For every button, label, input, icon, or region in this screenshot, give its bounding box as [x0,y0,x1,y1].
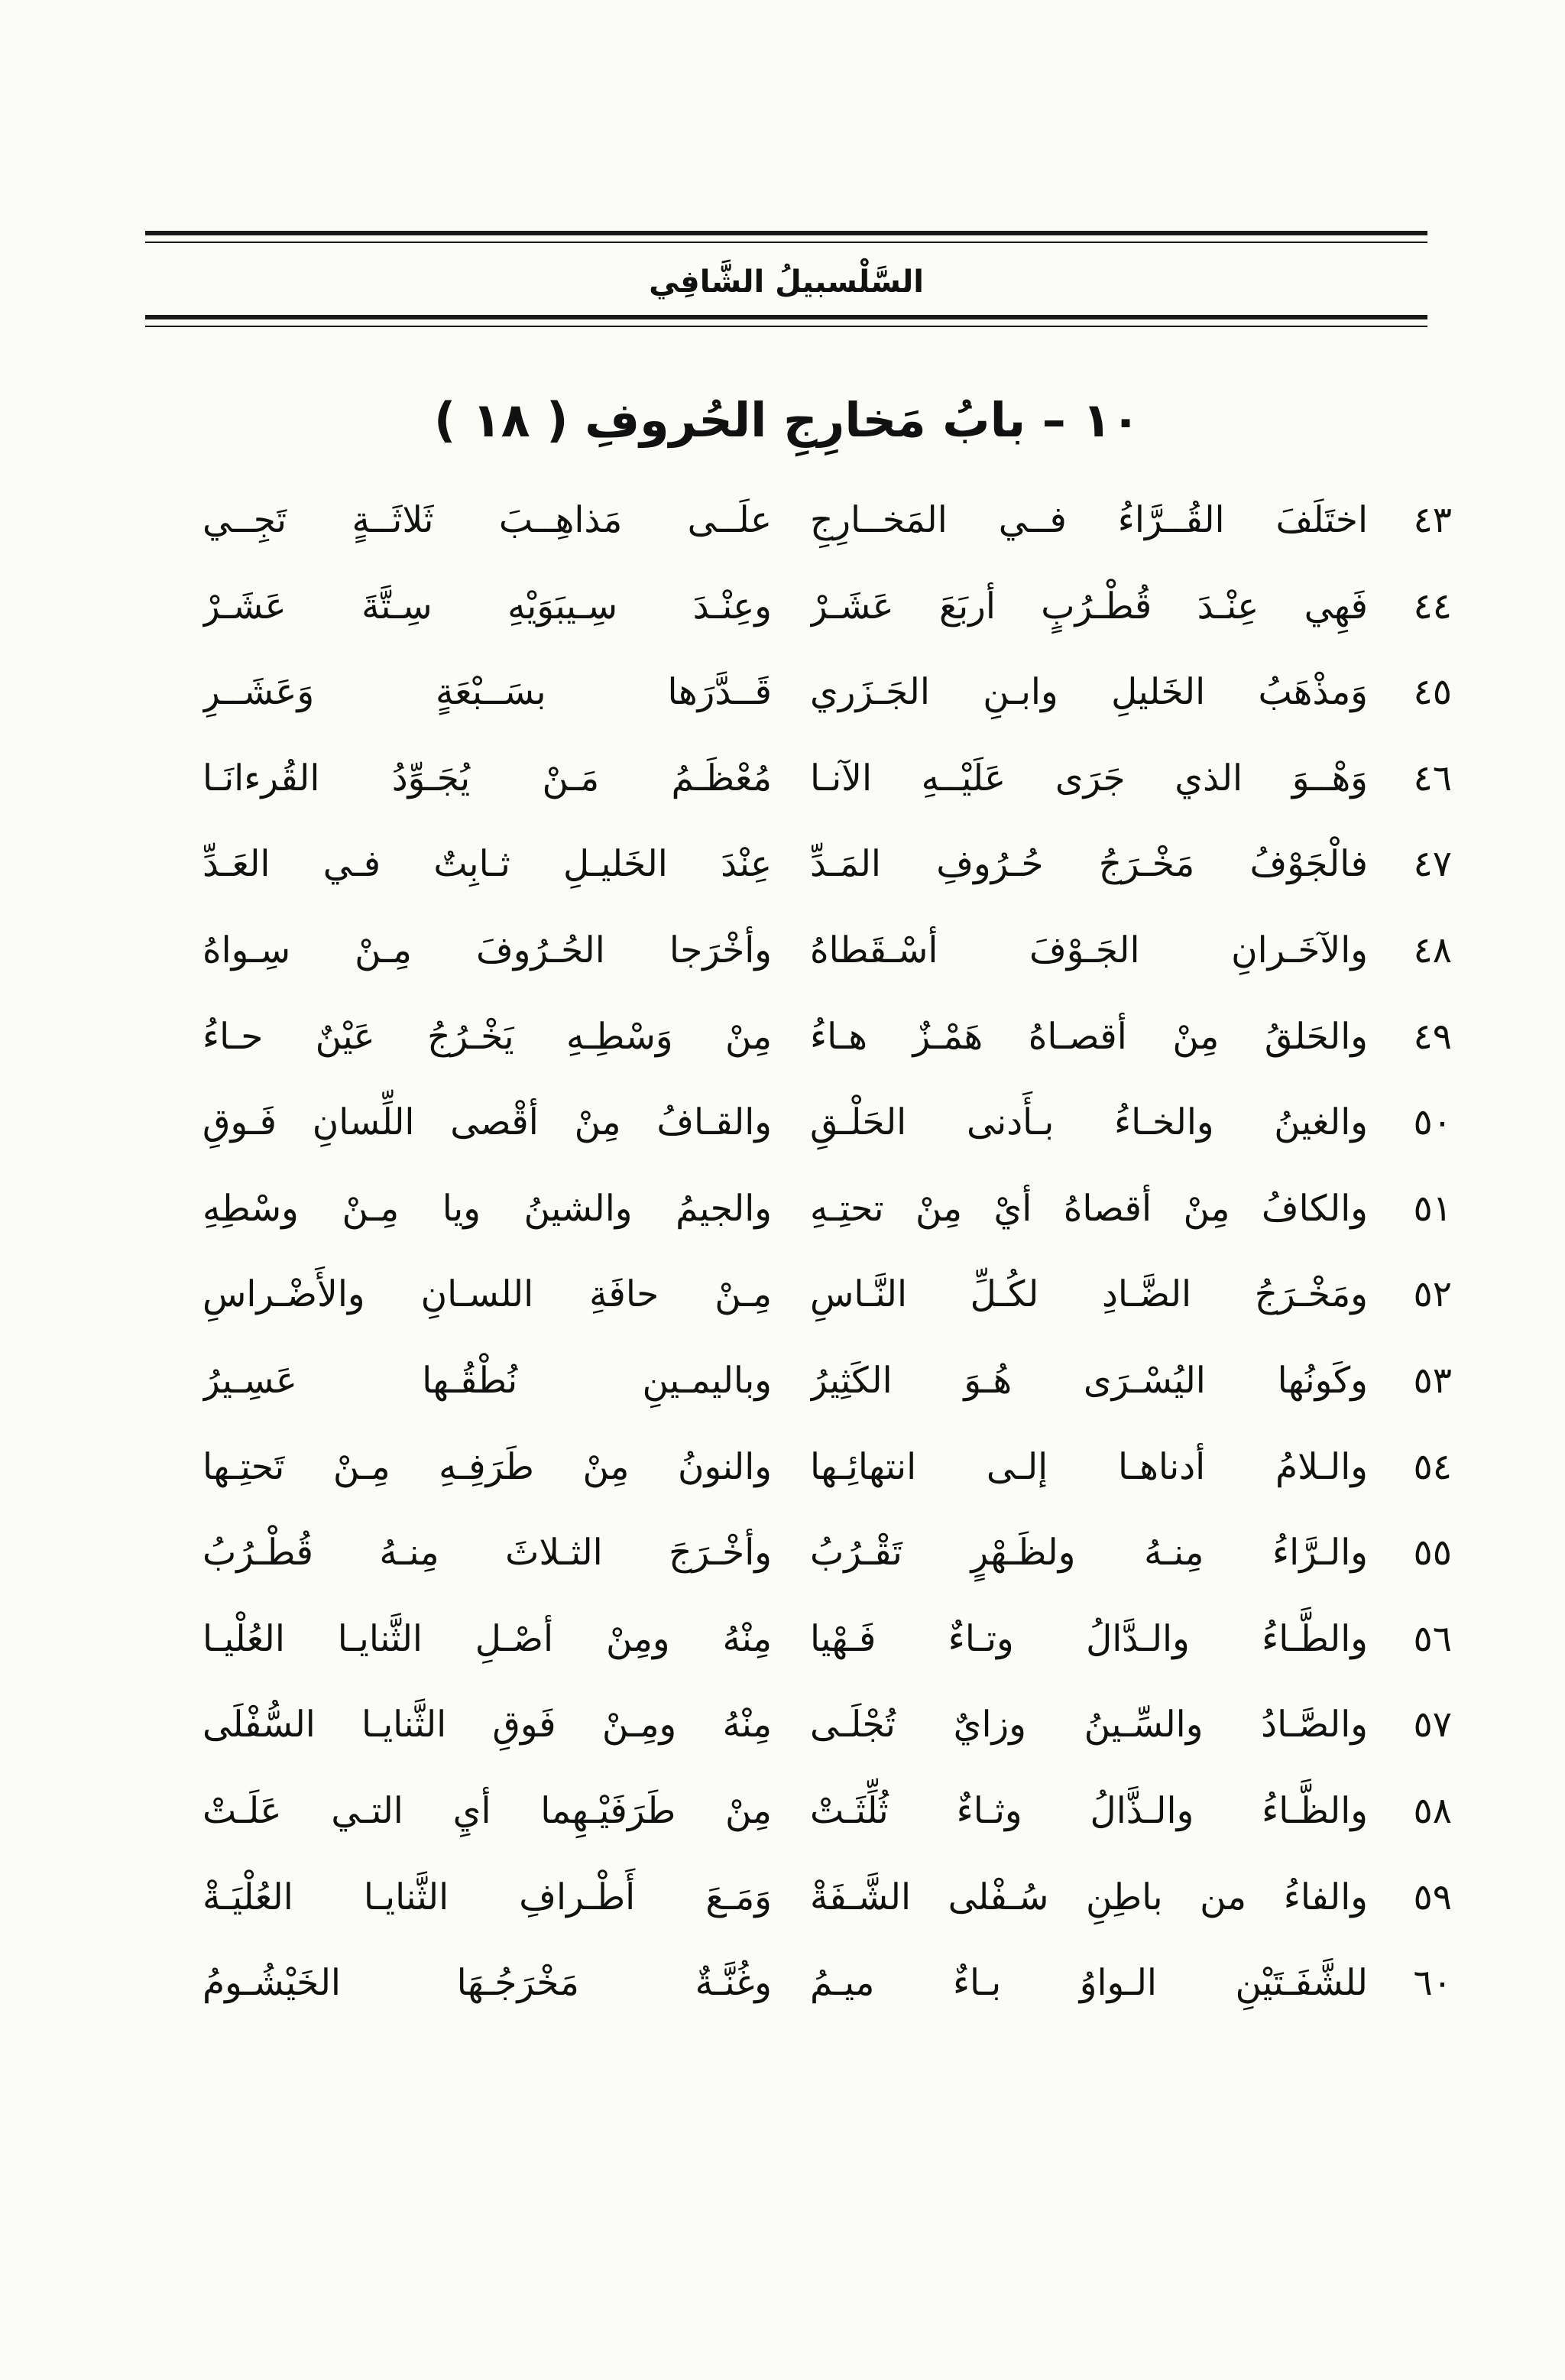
verse-row [138,564,1452,650]
verse-second-hemistich: وغُنَّـةٌ مَخْرَجُـهَا الخَيْشُـومُ [203,1962,772,2005]
verse-second-hemistich: وأخْـرَجَ الثـلاثَ مِنـهُ قُطْـرُبُ [203,1532,772,1574]
verse-number: ٥٢ [1413,1273,1452,1316]
verse-row [138,1252,1452,1338]
verse-row [138,1682,1452,1769]
verse-row [138,1338,1452,1425]
verse-number: ٥٩ [1413,1876,1452,1918]
verse-first-hemistich: والغينُ والخـاءُ بـأَدنى الحَلْـقِ [810,1101,1368,1144]
verse-row [138,1080,1452,1166]
verse-first-hemistich: وَهْــوَ الذي جَرَى عَلَيْــهِ الآنـا [810,757,1368,799]
verse-row [138,1510,1452,1597]
verse-second-hemistich: عِنْدَ الخَليـلِ ثـابِتٌ فـي العَـدِّ [203,843,772,886]
header-rule-top-thin [145,242,1427,243]
verse-second-hemistich: مِنْهُ ومِنْ أصْـلِ الثَّنايـا العُلْيـا [203,1617,772,1660]
verse-first-hemistich: وَمذْهَبُ الخَليلِ وابـنِ الجَـزَري [810,671,1368,714]
verse-row [138,650,1452,736]
verse-second-hemistich: مُعْظَـمُ مَـنْ يُجَـوِّدُ القُرءانَـا [203,757,772,799]
verse-first-hemistich: والفاءُ من باطِنِ سُـفْلى الشَّـفَةْ [810,1876,1368,1918]
verse-second-hemistich: مِنْ وَسْطِـهِ يَخْـرُجُ عَيْنٌ حـاءُ [203,1015,772,1058]
verse-second-hemistich: مِـنْ حافَةِ اللسـانِ والأَضْـراسِ [203,1273,772,1316]
verse-number: ٤٨ [1413,929,1452,971]
chapter-title: ١٠ – بابُ مَخارِجِ الحُروفِ ( ١٨ ) [433,392,1141,448]
verse-row [138,1166,1452,1253]
verse-second-hemistich: والنونُ مِنْ طَرَفِـهِ مِـنْ تَحتِـها [203,1445,772,1488]
verse-first-hemistich: والـرَّاءُ مِنـهُ ولظَـهْرٍ تَقْـرُبُ [810,1532,1368,1574]
verse-row [138,994,1452,1081]
verse-list [138,478,1452,2027]
verse-second-hemistich: مِنْهُ ومِـنْ فَوقِ الثَّنايـا السُّفْلَى [203,1704,772,1746]
header-rule-top-thick [145,231,1427,235]
verse-second-hemistich: وَمَـعَ أَطْـرافِ الثَّنايـا العُلْيَـةْ [203,1876,772,1918]
verse-row [138,1941,1452,2027]
verse-number: ٤٤ [1413,585,1452,627]
verse-number: ٤٥ [1413,671,1452,714]
verse-number: ٤٦ [1413,757,1452,799]
verse-row [138,1425,1452,1511]
verse-second-hemistich: مِنْ طَرَفَيْـهِما أيِ التـي عَلَـتْ [203,1789,772,1832]
verse-second-hemistich: وعِنْـدَ سِـيبَوَيْهِ سِـتَّةَ عَشَـرْ [203,585,772,627]
verse-first-hemistich: والآخَـرانِ الجَـوْفَ أسْـقَطاهُ [810,929,1368,971]
verse-first-hemistich: ومَخْـرَجُ الضَّـادِ لكُـلِّ النَّـاسِ [810,1273,1368,1316]
verse-second-hemistich: والقـافُ مِنْ أقْصى اللِّسانِ فَـوقِ [203,1101,772,1144]
verse-first-hemistich: اختَلَفَ القُــرَّاءُ فــي المَخــارِجِ [810,499,1368,541]
verse-number: ٥٥ [1413,1532,1452,1574]
running-title: السَّلْسبيلُ الشَّافِي [649,264,924,300]
verse-number: ٥٧ [1413,1704,1452,1746]
verse-number: ٤٧ [1413,843,1452,886]
verse-number: ٥١ [1413,1187,1452,1230]
verse-first-hemistich: والصَّـادُ والسِّـينُ وزايٌ تُجْلَـى [810,1704,1368,1746]
verse-second-hemistich: وباليمـينِ نُطْقُـها عَسِـيرُ [203,1359,772,1402]
verse-row [138,478,1452,564]
verse-row [138,822,1452,908]
verse-first-hemistich: والطَّـاءُ والـدَّالُ وتـاءٌ فَـهْيا [810,1617,1368,1660]
verse-first-hemistich: للشَّفَـتَيْنِ الـواوُ بـاءٌ ميـمُ [810,1962,1368,2005]
verse-second-hemistich: وأخْرَجا الحُـرُوفَ مِـنْ سِـواهُ [203,929,772,971]
verse-number: ٦٠ [1413,1962,1452,2005]
verse-first-hemistich: والظَّـاءُ والـذَّالُ وثـاءٌ ثُلِّثَـتْ [810,1789,1368,1832]
verse-first-hemistich: والحَلقُ مِنْ أقصـاهُ هَمْـزٌ هـاءُ [810,1015,1368,1058]
verse-number: ٤٣ [1413,499,1452,541]
verse-row [138,736,1452,822]
verse-number: ٥٣ [1413,1359,1452,1402]
verse-first-hemistich: والـلامُ أدناهـا إلـى انتهائِـها [810,1445,1368,1488]
verse-row [138,1855,1452,1941]
verse-second-hemistich: والجيمُ والشينُ ويا مِـنْ وسْطِهِ [203,1187,772,1230]
header-rule-bottom-thick [145,315,1427,319]
verse-number: ٥٦ [1413,1617,1452,1660]
verse-number: ٥٨ [1413,1789,1452,1832]
verse-first-hemistich: وكَونُها اليُسْـرَى هُـوَ الكَثِيرُ [810,1359,1368,1402]
verse-number: ٥٠ [1413,1101,1452,1144]
verse-first-hemistich: فالْجَوْفُ مَخْـرَجُ حُـرُوفِ المَـدِّ [810,843,1368,886]
verse-second-hemistich: قَــدَّرَها بسَــبْعَةٍ وَعَشَــرِ [203,671,772,714]
verse-first-hemistich: والكافُ مِنْ أقصاهُ أيْ مِنْ تحتِـهِ [810,1187,1368,1230]
verse-first-hemistich: فَهِي عِنْـدَ قُطْـرُبٍ أربَعَ عَشَـرْ [810,585,1368,627]
verse-row [138,1597,1452,1683]
verse-number: ٥٤ [1413,1445,1452,1488]
verse-row [138,1769,1452,1855]
verse-row [138,908,1452,994]
header-rule-bottom-thin [145,326,1427,327]
verse-number: ٤٩ [1413,1015,1452,1058]
verse-second-hemistich: علَــى مَذاهِــبَ ثَلاثَــةٍ تَجِــي [203,499,772,541]
